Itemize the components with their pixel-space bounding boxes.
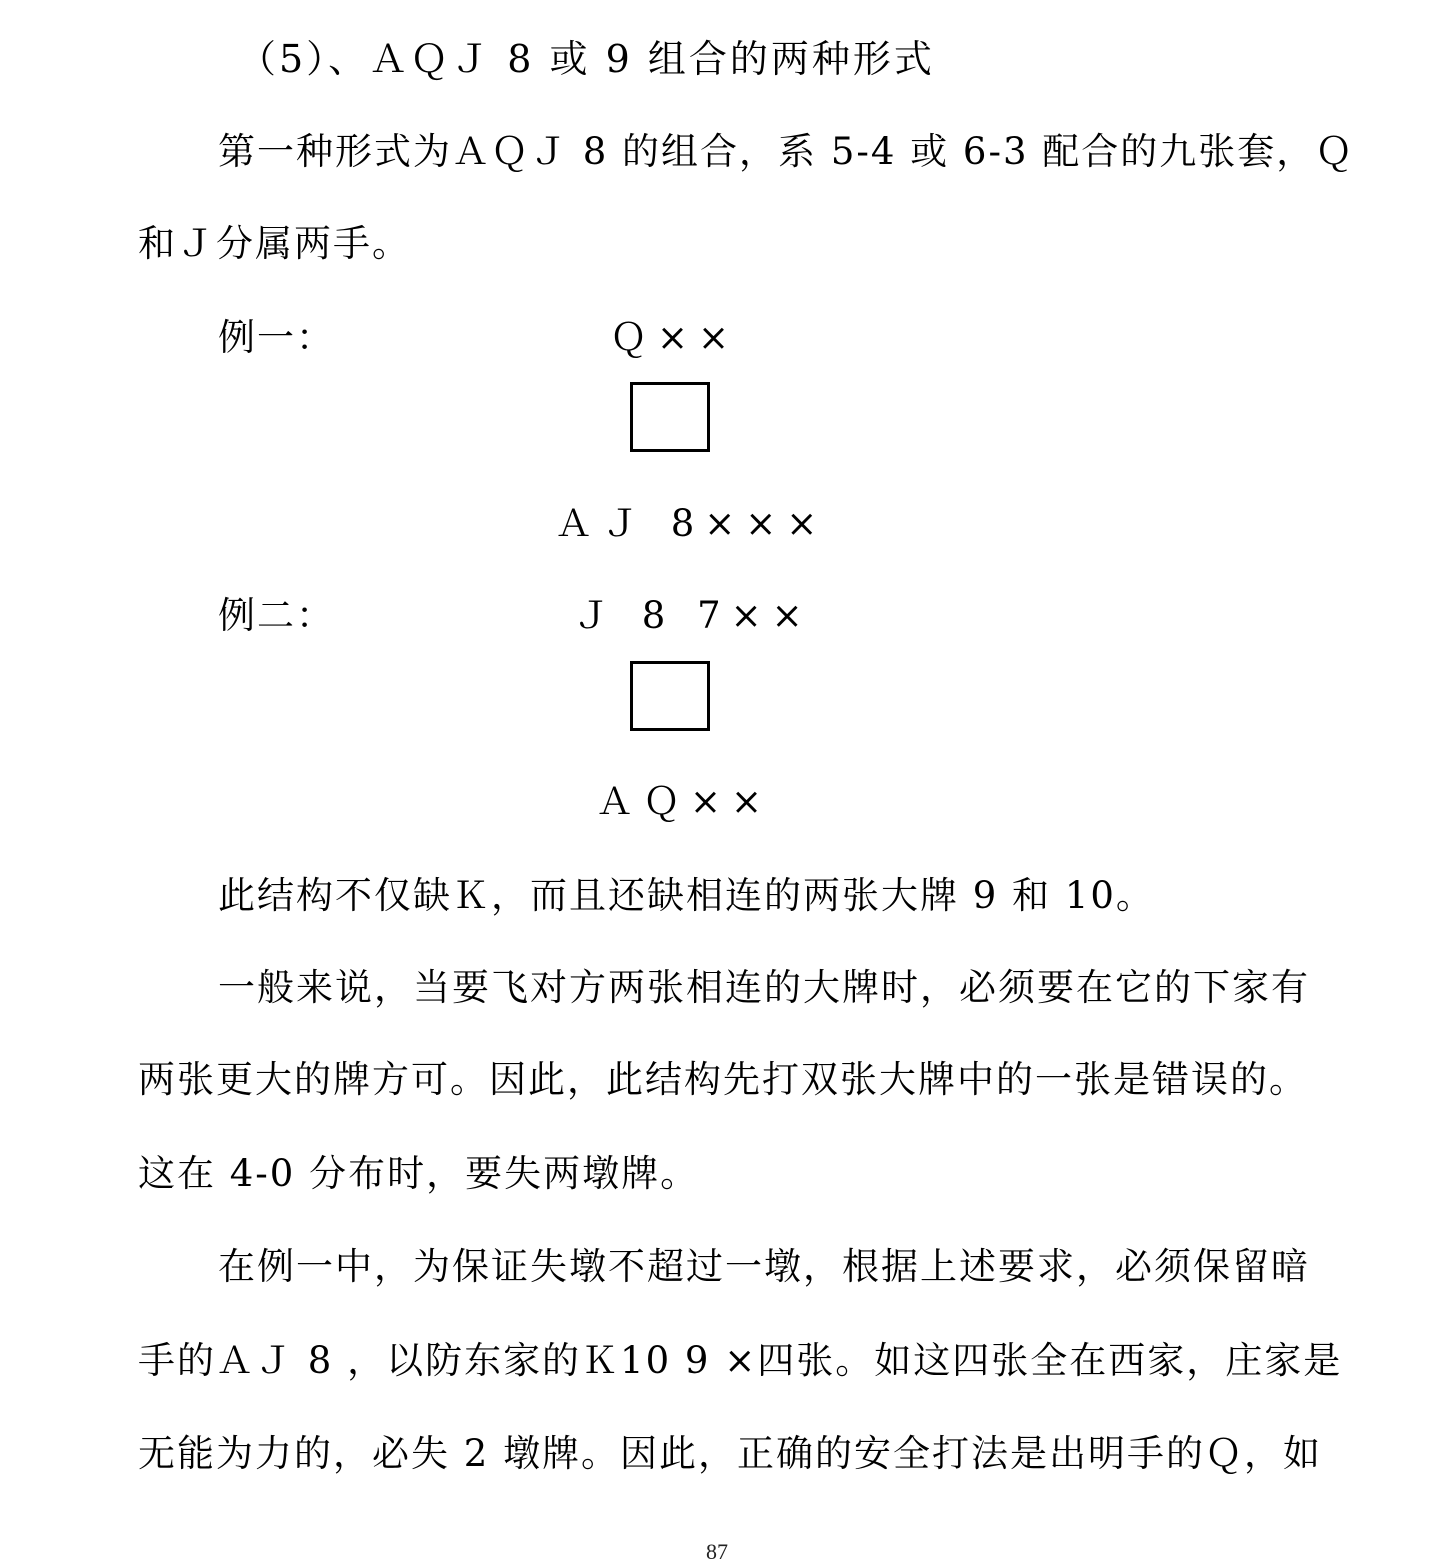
paragraph-4-line-2: 手的ＡＪ 8 ，以防东家的Ｋ10 9 ×四张。如这四张全在西家，庄家是 [138,1339,1343,1382]
section-heading: （5）、ＡＱＪ 8 或 9 组合的两种形式 [238,37,935,81]
example-2-south-hand: ＡＱ×× [596,780,773,823]
paragraph-1-line-2: 和Ｊ分属两手。 [138,222,411,265]
example-2-north-hand: Ｊ 8 7×× [573,594,813,637]
paragraph-2: 此结构不仅缺Ｋ，而且还缺相连的两张大牌 9 和 10。 [218,874,1155,917]
page-number: 87 [706,1539,728,1564]
paragraph-1-line-1: 第一种形式为ＡＱＪ 8 的组合，系 5-4 或 6-3 配合的九张套，Ｑ [218,130,1355,173]
paragraph-3-line-2: 两张更大的牌方可。因此，此结构先打双张大牌中的一张是错误的。 [138,1058,1308,1101]
paragraph-4-line-3: 无能为力的，必失 2 墩牌。因此，正确的安全打法是出明手的Ｑ，如 [138,1432,1323,1475]
paragraph-4-line-1: 在例一中，为保证失墩不超过一墩，根据上述要求，必须保留暗 [218,1245,1310,1288]
example-2-table-box [630,661,710,731]
example-1-south-hand: ＡＪ 8××× [555,502,828,545]
example-1-table-box [630,382,710,452]
example-1-north-hand: Ｑ×× [610,316,740,359]
paragraph-3-line-3: 这在 4-0 分布时，要失两墩牌。 [138,1152,700,1195]
example-1-label: 例一： [218,316,335,359]
example-2-label: 例二： [218,594,335,637]
paragraph-3-line-1: 一般来说，当要飞对方两张相连的大牌时，必须要在它的下家有 [218,966,1310,1009]
